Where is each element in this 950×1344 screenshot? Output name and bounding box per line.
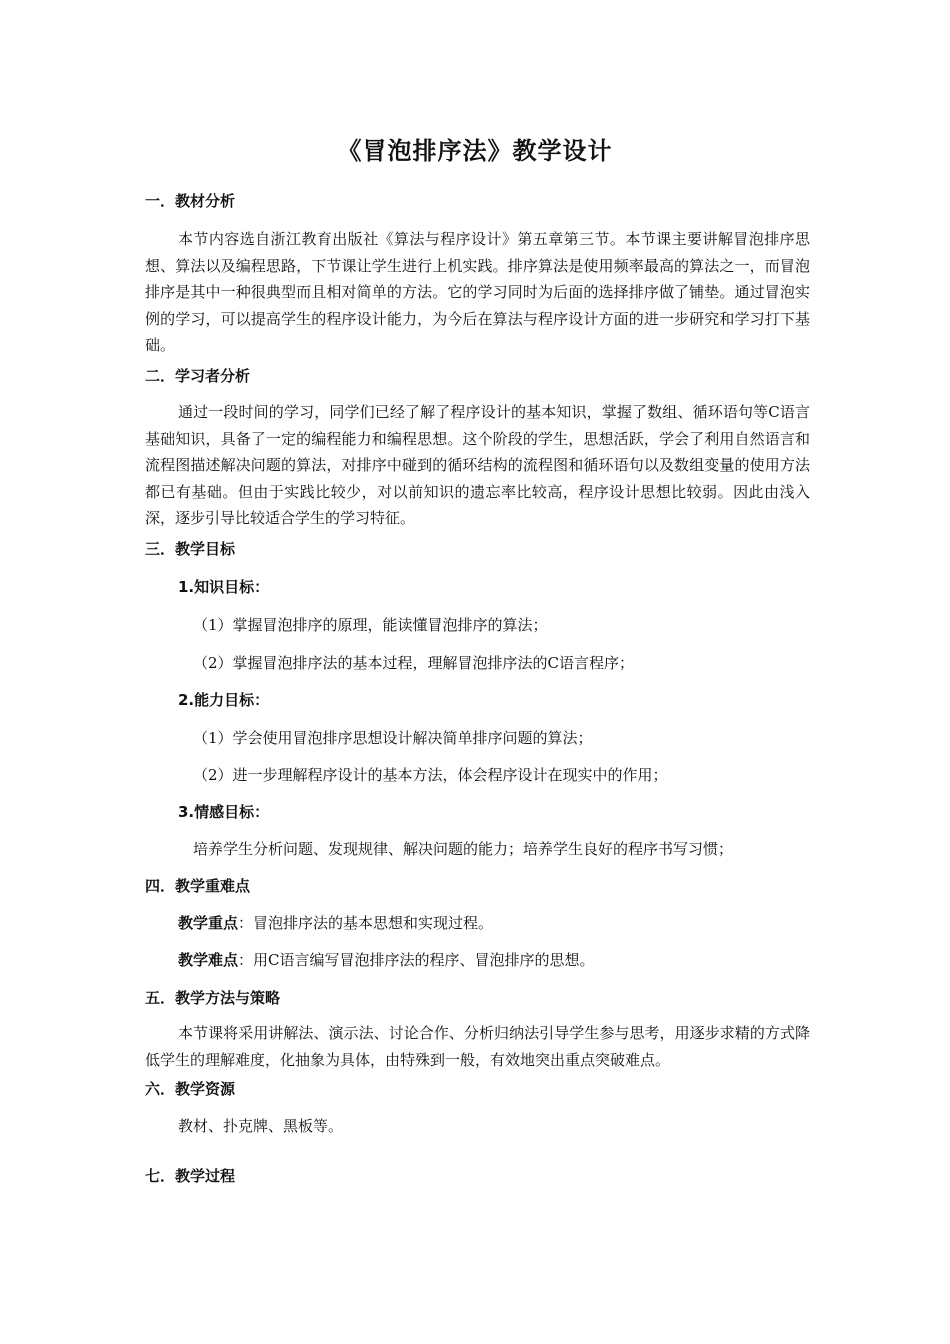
methods-paragraph: 本节课将采用讲解法、演示法、讨论合作、分析归纳法引导学生参与思考，用逐步求精的方式降低学生的理解难度，化抽象为具体，由特殊到一般，有效地突出重点突破难点。 [145, 1024, 810, 1069]
emotion-goal-title: 3.情感目标： [178, 803, 270, 821]
section-heading-textbook-analysis: 一．教材分析 [145, 192, 236, 210]
resources-text: 教材、扑克牌、黑板等。 [178, 1117, 344, 1135]
textbook-analysis-paragraph: 本节内容选自浙江教育出版社《算法与程序设计》第五章第三节。本节课主要讲解冒泡排序思想、算法以及编程思路，下节课让学生进行上机实践。排序算法是使用频率最高的算法之一，而冒泡排序是其中一种很典型而且相对简单的方法。它的学习同时为后面的选择排序做了铺垫。通过冒泡实例的学习，可以提高学生的程序设计能力，为今后在算法与程序设计方面的进一步研究和学习打下基础。 [145, 230, 810, 354]
difficulty-line [178, 949, 595, 970]
document-title: 《冒泡排序法》教学设计 [337, 137, 613, 165]
ability-goal-item-1: （1）学会使用冒泡排序思想设计解决简单排序问题的算法； [193, 729, 593, 747]
key-point-label: 教学重点 [178, 914, 239, 932]
key-point-line [178, 912, 493, 933]
knowledge-goal-title: 1.知识目标： [178, 578, 270, 596]
knowledge-goal-item-1: （1）掌握冒泡排序的原理，能读懂冒泡排序的算法； [193, 616, 548, 634]
knowledge-goal-item-2: （2）掌握冒泡排序法的基本过程，理解冒泡排序法的C语言程序； [193, 654, 635, 672]
section-heading-teaching-goals: 三．教学目标 [145, 540, 236, 558]
learner-analysis-paragraph: 通过一段时间的学习，同学们已经了解了程序设计的基本知识，掌握了数组、循环语句等C语言基础知识，具备了一定的编程能力和编程思想。这个阶段的学生，思想活跃，学会了利用自然语言和流程图描述解决问题的算法，对排序中碰到的循环结构的流程图和循环语句以及数组变量的使用方法都已有基础。但由于实践比较少，对以前知识的遗忘率比较高，程序设计思想比较弱。因此由浅入深，逐步引导比较适合学生的学习特征。 [145, 403, 810, 527]
key-point-text: ：冒泡排序法的基本思想和实现过程。 [238, 914, 494, 932]
difficulty-text: ：用C语言编写冒泡排序法的程序、冒泡排序的思想。 [238, 951, 595, 969]
ability-goal-title: 2.能力目标： [178, 691, 270, 709]
difficulty-label: 教学难点 [178, 951, 239, 969]
emotion-goal-item-1: 培养学生分析问题、发现规律、解决问题的能力；培养学生良好的程序书写习惯； [193, 840, 734, 858]
section-heading-key-points: 四．教学重难点 [145, 877, 251, 895]
ability-goal-item-2: （2）进一步理解程序设计的基本方法，体会程序设计在现实中的作用； [193, 766, 668, 784]
section-heading-methods: 五．教学方法与策略 [145, 989, 281, 1007]
section-heading-resources: 六．教学资源 [145, 1080, 236, 1098]
section-heading-teaching-process: 七．教学过程 [145, 1167, 236, 1185]
section-heading-learner-analysis: 二．学习者分析 [145, 367, 251, 385]
